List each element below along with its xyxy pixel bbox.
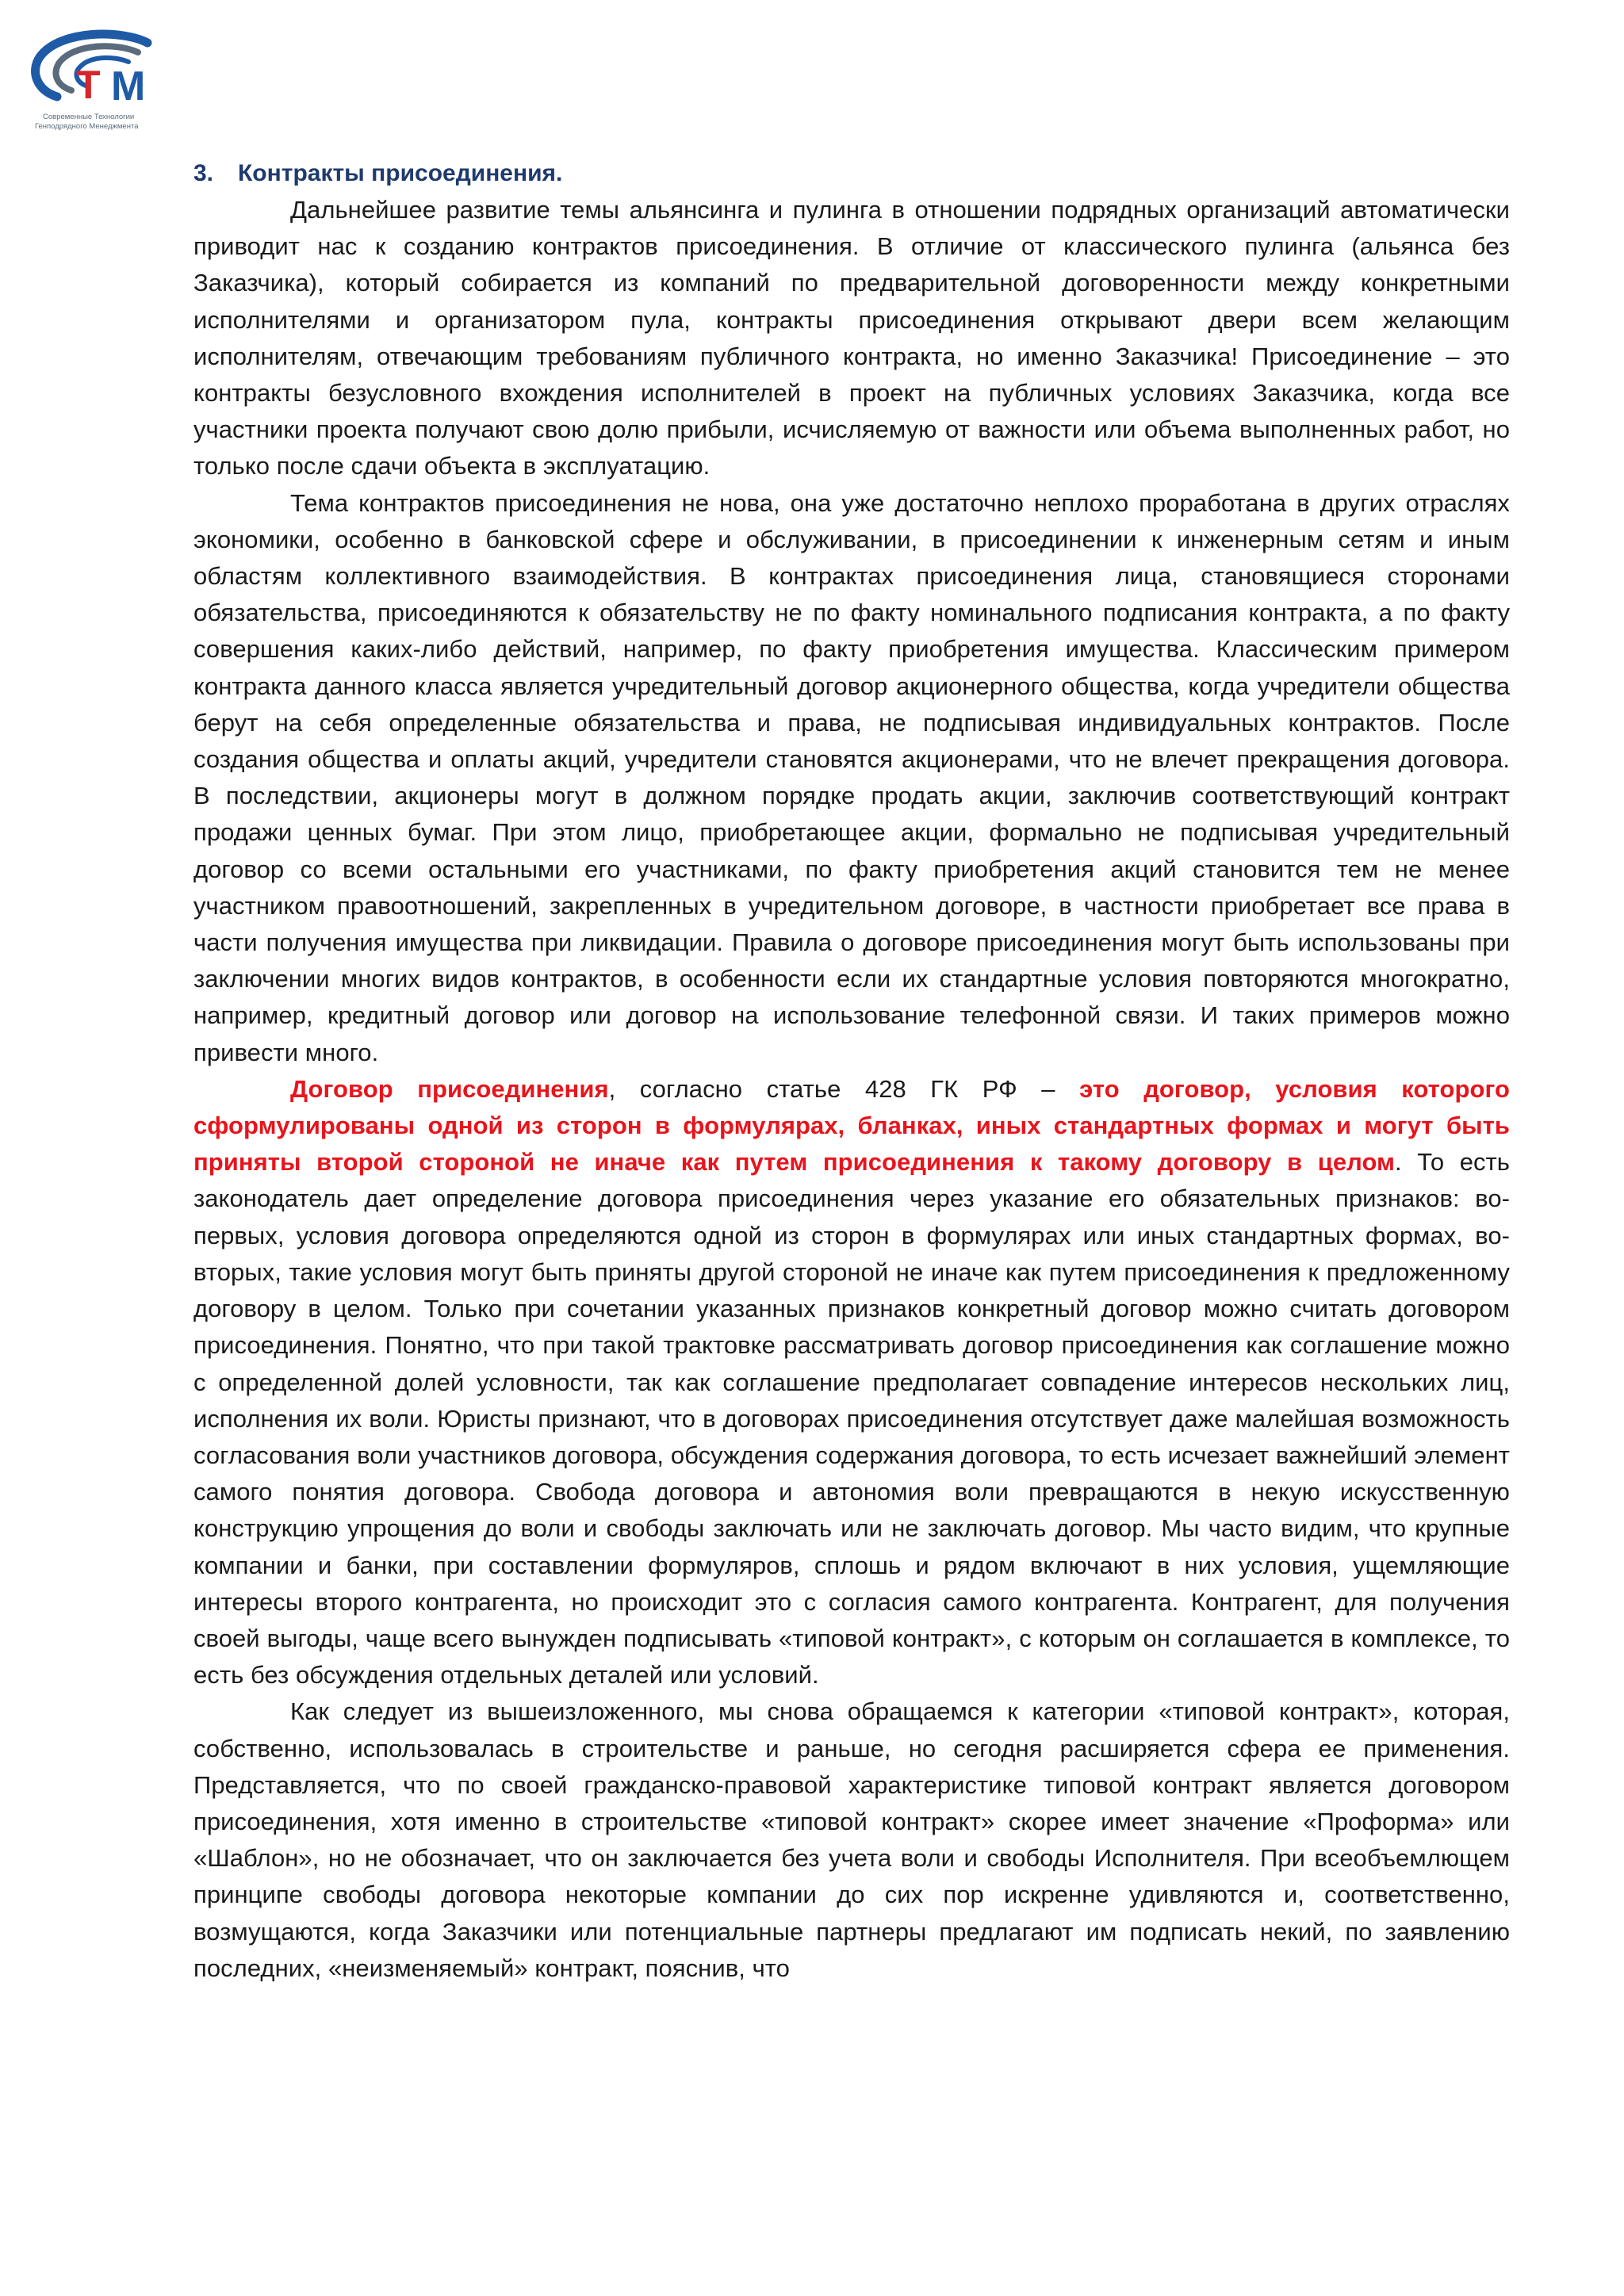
definition-highlight: это договор, условия которого сформулированы одной из сторон в формулярах, бланках, иных стандартных формах и могут быть приняты второй стороной не иначе как путем присоединения к такому договору в целом: [193, 1074, 1510, 1177]
section-number: 3.: [193, 160, 214, 186]
term-highlight: Договор присоединения: [290, 1074, 609, 1103]
svg-text:М: М: [111, 63, 146, 109]
paragraph-2: Тема контрактов присоединения не нова, она уже достаточно неплохо проработана в других отраслях экономики, особенно в банковской сфере и обслуживании, в присоединении к инженерным сетям и иным областям коллективного взаимодействия. В контрактах присоединения лица, становящиеся сторонами обязательства, присоединяются к обязательству не по факту номинального подписания контракта, а по факту совершения каких-либо действий, например, по факту приобретения имущества. Классическим примером контракта данного класса является учредительный договор акционерного общества, когда учредители общества берут на себя определенные обязательства и права, не подписывая индивидуальных контрактов. После создания общества и оплаты акций, учредители становятся акционерами, что не влечет прекращения договора. В последствии, акционеры могут в должном порядке продать акции, заключив соответствующий контракт продажи ценных бумаг. При этом лицо, приобретающее акции, формально не подписывая учредительный договор со всеми остальными его участниками, по факту приобретения акций становится тем не менее участником правоотношений, закрепленных в учредительном договоре, в частности приобретает все права в части получения имущества при ликвидации. Правила о договоре присоединения могут быть использованы при заключении многих видов контрактов, в особенности если их стандартные условия повторяются многократно, например, кредитный договор или договор на использование телефонной связи. И таких примеров можно привести много.: [193, 488, 1510, 1066]
svg-text:Генподрядного Менеджмента: Генподрядного Менеджмента: [35, 122, 139, 131]
section-title: Контракты присоединения.: [238, 160, 563, 186]
document-body: [193, 155, 1510, 1987]
company-logo: [29, 29, 184, 133]
paragraph-3-body: . То есть законодатель дает определение договора присоединения через указание его обязательных признаков: во-первых, условия договора определяются одной из сторон в формулярах или иных стандартных формах, во-вторых, такие условия могут быть приняты другой стороной не иначе как путем присоединения к предложенному договору в целом. Только при сочетании указанных признаков конкретный договор можно считать договором присоединения. Понятно, что при такой трактовке рассматривать договор присоединения как соглашение можно с определенной долей условности, так как соглашение предполагает совпадение интересов нескольких лиц, исполнения их воли. Юристы признают, что в договорах присоединения отсутствует даже малейшая возможность согласования воли участников договора, обсуждения содержания договора, то есть исчезает важнейший элемент самого понятия договора. Свобода договора и автономия воли превращаются в некую искусственную конструкцию упрощения до воли и свободы заключать или не заключать договор. Мы часто видим, что крупные компании и банки, при составлении формуляров, сплошь и рядом включают в них условия, ущемляющие интересы второго контрагента, но происходит это с согласия самого контрагента. Контрагент, для получения своей выгоды, чаще всего вынужден подписывать «типовой контракт», с которым он соглашается в комплексе, то есть без обсуждения отдельных деталей или условий.: [193, 1148, 1510, 1689]
svg-text:Т: Т: [76, 63, 101, 107]
paragraph-1: Дальнейшее развитие темы альянсинга и пулинга в отношении подрядных организаций автоматически приводит нас к созданию контрактов присоединения. В отличие от классического пулинга (альянса без Заказчика), который собирается из компаний по предварительной договоренности между конкретными исполнителями и организатором пула, контракты присоединения открывают двери всем желающим исполнителям, отвечающим требованиям публичного контракта, но именно Заказчика! Присоединение – это контракты безусловного вхождения исполнителей в проект на публичных условиях Заказчика, когда все участники проекта получают свою долю прибыли, исчисляемую от важности или объема выполненных работ, но только после сдачи объекта в эксплуатацию.: [193, 196, 1510, 480]
paragraph-3-intro: , согласно статье 428 ГК РФ –: [608, 1074, 1080, 1103]
paragraph-3: [193, 1071, 1510, 1693]
stm-logo-graphic: [29, 29, 184, 133]
section-heading: [193, 155, 1510, 192]
svg-text:Современные Технологии: Современные Технологии: [43, 113, 135, 121]
paragraph-4: Как следует из вышеизложенного, мы снова обращаемся к категории «типовой контракт», которая, собственно, использовалась в строительстве и раньше, но сегодня расширяется сфера ее применения. Представляется, что по своей гражданско-правовой характеристике типовой контракт является договором присоединения, хотя именно в строительстве «типовой контракт» скорее имеет значение «Проформа» или «Шаблон», но не обозначает, что он заключается без учета воли и свободы Исполнителя. При всеобъемлющем принципе свободы договора некоторые компании до сих пор искренне удивляются и, соответственно, возмущаются, когда Заказчики или потенциальные партнеры предлагают им подписать некий, по заявлению последних, «неизменяемый» контракт, пояснив, что: [193, 1697, 1510, 1982]
